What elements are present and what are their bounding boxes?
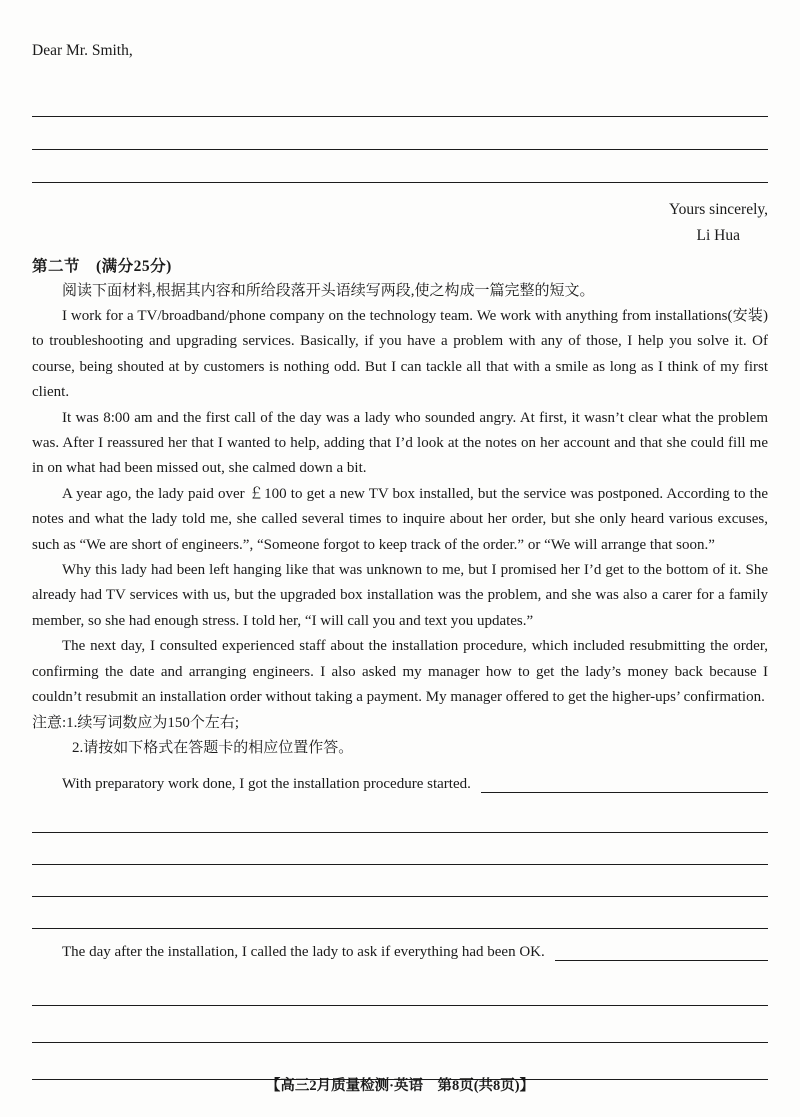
section-instruction: 阅读下面材料,根据其内容和所给段落开头语续写两段,使之构成一篇完整的短文。 bbox=[62, 283, 595, 299]
answer-line bbox=[32, 833, 768, 865]
page-footer: 【高三2月质量检测·英语 第8页(共8页)】 bbox=[265, 1078, 535, 1094]
letter-closing: Yours sincerely, bbox=[668, 201, 768, 218]
answer-line bbox=[32, 865, 768, 897]
paragraph-1-answer-lines bbox=[32, 801, 768, 929]
prompt-1-blank bbox=[481, 792, 768, 793]
answer-line bbox=[32, 1006, 768, 1043]
answer-line bbox=[32, 84, 768, 117]
paragraph-2-answer-lines bbox=[32, 969, 768, 1080]
answer-line bbox=[32, 801, 768, 833]
prompt-2-blank bbox=[555, 960, 768, 961]
passage-paragraph-1: I work for a TV/broadband/phone company on the technology team. We work with anything from installations(安装) to troubleshooting and upgrading services. Basically, if you have a problem with any of those, I help you solve it. Of course, being shouted at by customers is nothing odd. But I can tackle all that with a smile as long as I think of my first client. bbox=[32, 308, 768, 401]
continuation-prompt-2 bbox=[32, 940, 768, 965]
passage-paragraph-3: A year ago, the lady paid over ￡100 to get a new TV box installed, but the service was postponed. According to the notes and what the lady told me, she called several times to inquire about her order, but she only heard various excuses, such as “We are short of engineers.”, “Someone forgot to keep track of the order.” or “We will arrange that soon.” bbox=[32, 485, 768, 553]
note-line-1: 注意:1.续写词数应为150个左右; bbox=[32, 714, 240, 731]
letter-salutation: Dear Mr. Smith, bbox=[32, 42, 133, 59]
letter-signature: Li Hua bbox=[696, 227, 740, 244]
answer-line bbox=[32, 897, 768, 929]
section-heading: 第二节 (满分25分) bbox=[32, 258, 172, 275]
prompt-2-text: The day after the installation, I called the lady to ask if everything had been OK. bbox=[62, 943, 545, 960]
answer-line bbox=[32, 969, 768, 1006]
prompt-1-text: With preparatory work done, I got the installation procedure started. bbox=[62, 775, 471, 792]
continuation-prompt-1 bbox=[32, 772, 768, 797]
passage-paragraph-2: It was 8:00 am and the first call of the day was a lady who sounded angry. At first, it wasn’t clear what the problem was. After I reassured her that I wanted to help, adding that I’d look at the notes on her account and that she could fill me in on what had been missed out, she calmed down a bit. bbox=[32, 409, 768, 477]
answer-line bbox=[32, 150, 768, 183]
passage-paragraph-5: The next day, I consulted experienced staff about the installation procedure, which included resubmitting the order, confirming the date and arranging engineers. I also asked my manager how to get the lady’s money back because I couldn’t resubmit an installation order without taking a payment. My manager offered to get the higher-ups’ confirmation. bbox=[32, 638, 768, 706]
answer-line bbox=[32, 117, 768, 150]
passage-paragraph-4: Why this lady had been left hanging like that was unknown to me, but I promised her I’d get to the bottom of it. She already had TV services with us, but the upgraded box installation was the problem, and she was also a carer for a family member, so she had enough stress. I told her, “I will call you and text you updates.” bbox=[32, 562, 768, 629]
note-line-2: 2.请按如下格式在答题卡的相应位置作答。 bbox=[72, 739, 354, 756]
letter-answer-lines bbox=[32, 84, 768, 183]
